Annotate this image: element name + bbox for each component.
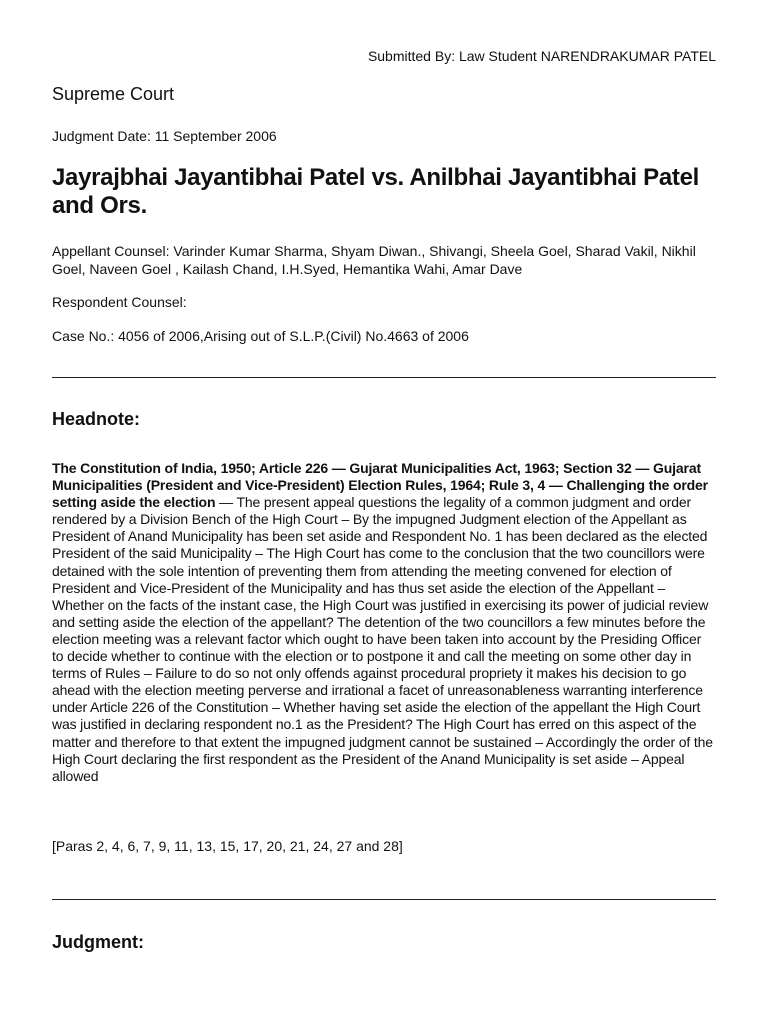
headnote-lead: The Constitution of India, 1950; Article 226 — Gujarat Municipalities Act, 1963; Section 32 — Gujarat Municipalities (President and Vice-President) Election Rules, 1964; Rule 3, 4 — Challenging the order setting aside the election: [52, 460, 708, 511]
respondent-counsel: Respondent Counsel:: [52, 294, 187, 310]
appellant-counsel: Appellant Counsel: Varinder Kumar Sharma, Shyam Diwan., Shivangi, Sheela Goel, Sharad Vakil, Nikhil Goel, Naveen Goel , Kailash Chand, I.H.Syed, Hemantika Wahi, Amar Dave: [52, 243, 696, 277]
case-title: Jayrajbhai Jayantibhai Patel vs. Anilbhai Jayantibhai Patel and Ors.: [52, 164, 699, 219]
submitted-by: Submitted By: Law Student NARENDRAKUMAR PATEL: [367, 48, 716, 64]
judgment-date: Judgment Date: 11 September 2006: [52, 128, 277, 144]
divider: [52, 899, 716, 900]
judgment-heading: Judgment:: [52, 932, 144, 952]
headnote-body: — The present appeal questions the legality of a common judgment and order rendered by a Division Bench of the High Court – By the impugned Judgment election of the Appellant as President of Anand Municipality has been set aside and Respondent No. 1 has been declared as the elected President of the said Municipality – The High Court has come to the conclusion that the two councillors were detained with the sole intention of preventing them from attending the meeting convened for election of President and Vice-President of the Municipality and has thus set aside the election of the Appellant – Whether on the facts of the instant case, the High Court was justified in exercising its power of judicial review and setting aside the election of the appellant? The detention of the two councillors a few minutes before the election meeting was a relevant factor which ought to have been taken into account by the Presiding Officer to decide whether to continue with the election or to postpone it and call the meeting on some other day in terms of Rules – Failure to do so not only offends against procedural propriety it makes his decision to go ahead with the election meeting perverse and irrational a facet of unreasonableness warranting interference under Article 226 of the Constitution – Whether having set aside the election of the appellant the High Court was justified in declaring respondent no.1 as the President? The High Court has erred on this aspect of the matter and therefore to that extent the impugned judgment cannot be sustained – Accordingly the order of the High Court declaring the first respondent as the President of the Anand Municipality is set aside – Appeal allowed: [52, 494, 713, 784]
divider: [52, 377, 716, 378]
headnote-heading: Headnote:: [52, 409, 141, 429]
headnote-text: [52, 460, 716, 785]
court-name: Supreme Court: [52, 84, 175, 104]
paras-reference: [Paras 2, 4, 6, 7, 9, 11, 13, 15, 17, 20, 21, 24, 27 and 28]: [52, 838, 403, 854]
case-number: Case No.: 4056 of 2006,Arising out of S.L.P.(Civil) No.4663 of 2006: [52, 328, 469, 344]
